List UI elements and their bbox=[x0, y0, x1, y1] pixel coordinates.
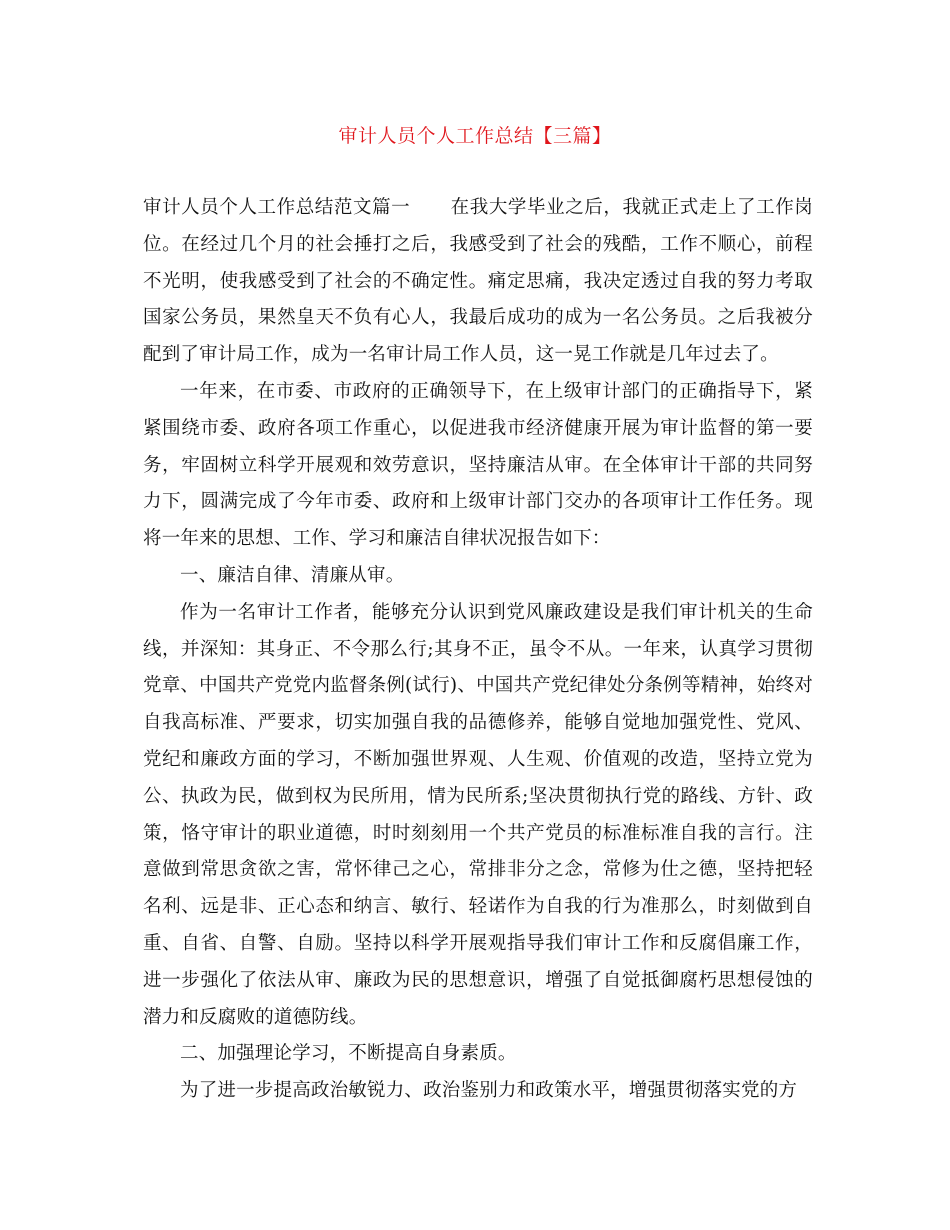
paragraph: 为了进一步提高政治敏锐力、政治鉴别力和政策水平，增强贯彻落实党的方 bbox=[180, 1080, 798, 1102]
document-body bbox=[143, 190, 813, 1110]
section-heading: 审计人员个人工作总结范文篇一 bbox=[143, 197, 411, 218]
document-title: 审计人员个人工作总结【三篇】 bbox=[338, 125, 612, 147]
paragraph-intro bbox=[143, 190, 813, 374]
paragraph-heading: 一、廉洁自律、清廉从审。 bbox=[180, 564, 405, 586]
paragraph-heading: 二、加强理论学习，不断提高自身素质。 bbox=[180, 1043, 517, 1065]
paragraph: 作为一名审计工作者，能够充分认识到党风廉政建设是我们审计机关的生命线，并深知：其身正、不令那么行;其身不正，虽令不从。一年来，认真学习贯彻党章、中国共产党党内监督条例(试行)、中国共产党纪律处分条例等精神，始终对自我高标准、严要求，切实加强自我的品德修养，能够自觉地加强党性、党风、党纪和廉政方面的学习，不断加强世界观、人生观、价值观的改造，坚持立党为公、执政为民，做到权为民所用，情为民所系;坚决贯彻执行党的路线、方针、政策，恪守审计的职业道德，时时刻刻用一个共产党员的标准标准自我的言行。注意做到常思贪欲之害，常怀律己之心，常排非分之念，常修为仕之德，坚持把轻名利、远是非、正心态和纳言、敏行、轻诺作为自我的行为准那么，时刻做到自重、自省、自警、自励。坚持以科学开展观指导我们审计工作和反腐倡廉工作，进一步强化了依法从审、廉政为民的思想意识，增强了自觉抵御腐朽思想侵蚀的潜力和反腐败的道德防线。 bbox=[143, 601, 813, 1028]
paragraph: 一年来，在市委、市政府的正确领导下，在上级审计部门的正确指导下，紧紧围绕市委、政府各项工作重心，以促进我市经济健康开展为审计监督的第一要务，牢固树立科学开展观和效劳意识，坚持廉洁从审。在全体审计干部的共同努力下，圆满完成了今年市委、政府和上级审计部门交办的各项审计工作任务。现将一年来的思想、工作、学习和廉洁自律状况报告如下： bbox=[143, 380, 813, 550]
paragraph-text: 在我大学毕业之后，我就正式走上了工作岗位。在经过几个月的社会捶打之后，我感受到了社会的残酷，工作不顺心，前程不光明，使我感受到了社会的不确定性。痛定思痛，我决定透过自我的努力考取国家公务员，果然皇天不负有心人，我最后成功的成为一名公务员。之后我被分配到了审计局工作，成为一名审计局工作人员，这一晃工作就是几年过去了。 bbox=[143, 197, 813, 366]
